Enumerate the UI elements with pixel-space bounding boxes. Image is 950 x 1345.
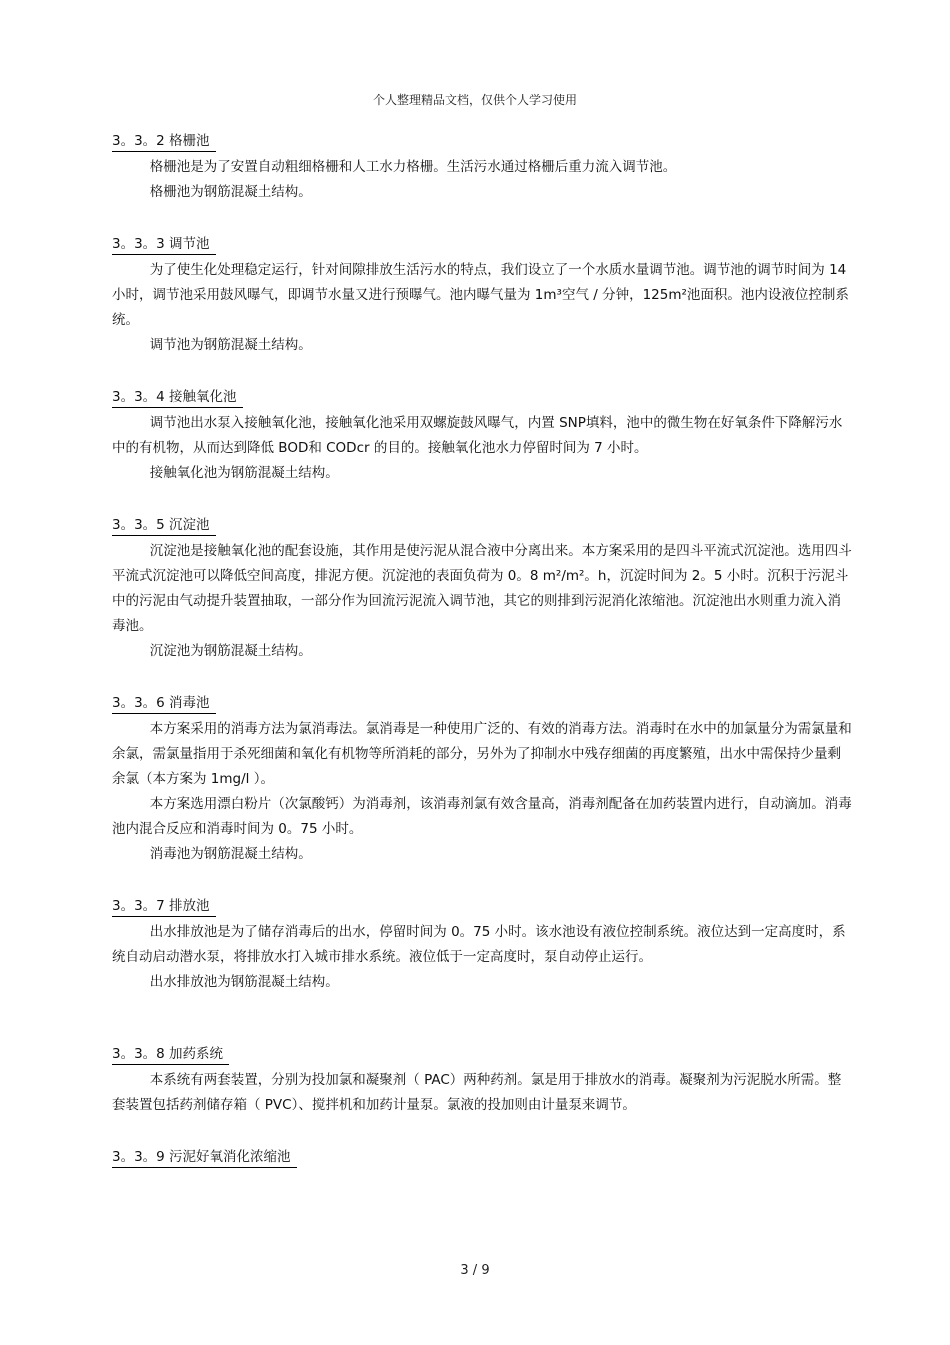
paragraph: 格栅池是为了安置自动粗细格栅和人工水力格栅。生活污水通过格栅后重力流入调节池。 bbox=[149, 159, 677, 175]
paragraph: 格栅池为钢筋混凝土结构。 bbox=[149, 184, 312, 200]
section-dosing-system bbox=[112, 1043, 852, 1118]
paragraph: 调节池出水泵入接触氧化池，接触氧化池采用双螺旋鼓风曝气，内置 SNP填料，池中的微生物在好氧条件下降解污水中的有机物，从而达到降低 BOD和 CODcr 的目的。接触氧化池水力停留时间为 7 小时。 bbox=[112, 415, 843, 456]
section-sedimentation-tank bbox=[112, 514, 852, 664]
paragraph: 沉淀池是接触氧化池的配套设施，其作用是使污泥从混合液中分离出来。本方案采用的是四斗平流式沉淀池。选用四斗平流式沉淀池可以降低空间高度，排泥方便。沉淀池的表面负荷为 0。8 m²/m²。h，沉淀时间为 2。5 小时。沉积于污泥斗中的污泥由气动提升装置抽取，一部分作为回流污泥流入调节池，其它的则排到污泥消化浓缩池。沉淀池出水则重力流入消毒池。 bbox=[112, 543, 852, 634]
section-equalization-tank bbox=[112, 233, 852, 358]
section-heading: 3。3。4 接触氧化池 bbox=[112, 387, 243, 408]
paragraph: 消毒池为钢筋混凝土结构。 bbox=[149, 846, 312, 862]
section-heading: 3。3。5 沉淀池 bbox=[112, 515, 216, 536]
paragraph: 本方案选用漂白粉片（次氯酸钙）为消毒剂，该消毒剂氯有效含量高，消毒剂配备在加药装置内进行，自动滴加。消毒池内混合反应和消毒时间为 0。75 小时。 bbox=[112, 796, 852, 837]
section-grid-tank bbox=[112, 130, 852, 205]
section-disinfection-tank bbox=[112, 692, 852, 867]
paragraph: 沉淀池为钢筋混凝土结构。 bbox=[149, 643, 312, 659]
paragraph: 为了使生化处理稳定运行，针对间隙排放生活污水的特点，我们设立了一个水质水量调节池。调节池的调节时间为 14 小时，调节池采用鼓风曝气，即调节水量又进行预曝气。池内曝气量为 1m³空气 / 分钟，125m²池面积。池内设液位控制系统。 bbox=[112, 262, 849, 328]
paragraph: 出水排放池为钢筋混凝土结构。 bbox=[149, 974, 339, 990]
section-heading: 3。3。2 格栅池 bbox=[112, 131, 216, 152]
paragraph: 出水排放池是为了储存消毒后的出水，停留时间为 0。75 小时。该水池设有液位控制系统。液位达到一定高度时，系统自动启动潜水泵，将排放水打入城市排水系统。液位低于一定高度时，泵自动停止运行。 bbox=[112, 924, 846, 965]
paragraph: 本系统有两套装置，分别为投加氯和凝聚剂（ PAC）两种药剂。氯是用于排放水的消毒。凝聚剂为污泥脱水所需。整套装置包括药剂储存箱（ PVC）、搅拌机和加药计量泵。氯液的投加则由计量泵来调节。 bbox=[112, 1072, 842, 1113]
section-heading: 3。3。6 消毒池 bbox=[112, 693, 216, 714]
section-contact-oxidation-tank bbox=[112, 386, 852, 486]
section-sludge-digestion-tank bbox=[112, 1146, 852, 1168]
paragraph: 接触氧化池为钢筋混凝土结构。 bbox=[149, 465, 339, 481]
section-heading: 3。3。3 调节池 bbox=[112, 234, 216, 255]
section-heading: 3。3。9 污泥好氧消化浓缩池 bbox=[112, 1147, 297, 1168]
section-discharge-tank bbox=[112, 895, 852, 995]
page-header: 个人整理精品文档，仅供个人学习使用 bbox=[372, 93, 577, 107]
page-number: 3 / 9 bbox=[460, 1263, 490, 1278]
section-heading: 3。3。7 排放池 bbox=[112, 896, 216, 917]
document-body bbox=[112, 130, 852, 1196]
paragraph: 本方案采用的消毒方法为氯消毒法。氯消毒是一种使用广泛的、有效的消毒方法。消毒时在水中的加氯量分为需氯量和余氯，需氯量指用于杀死细菌和氧化有机物等所消耗的部分，另外为了抑制水中残存细菌的再度繁殖，出水中需保持少量剩余氯（本方案为 1mg/l ）。 bbox=[112, 721, 852, 787]
paragraph: 调节池为钢筋混凝土结构。 bbox=[149, 337, 312, 353]
section-heading: 3。3。8 加药系统 bbox=[112, 1044, 229, 1065]
